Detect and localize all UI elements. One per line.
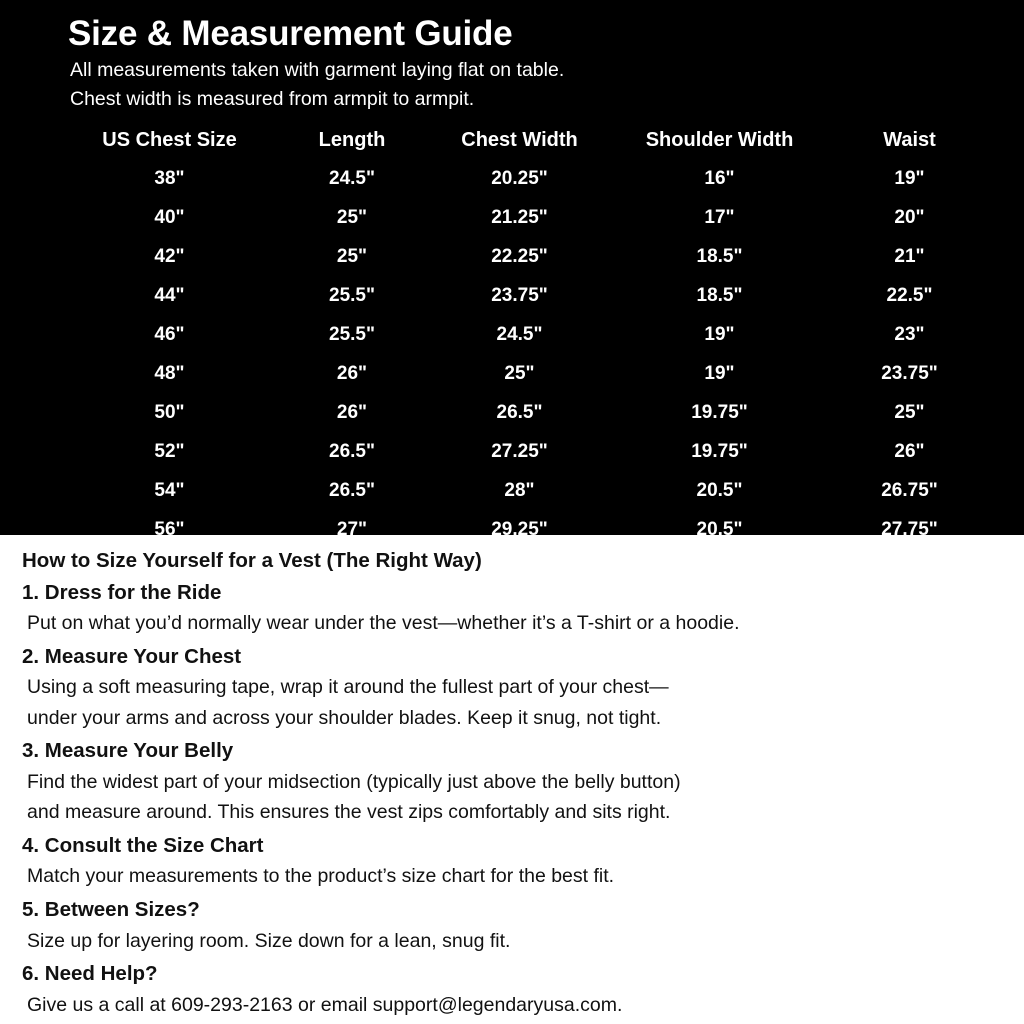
step-6-heading: 6. Need Help?	[22, 961, 158, 985]
cell-us-chest-size: 46"	[154, 324, 185, 346]
cell-shoulder-width: 20.5"	[696, 480, 743, 502]
cell-shoulder-width: 18.5"	[696, 246, 743, 268]
step-3-heading: 3. Measure Your Belly	[22, 739, 234, 763]
cell-length: 26.5"	[329, 441, 375, 463]
step-6-line-1: Give us a call at 609-293-2163 or email support@legendaryusa.com.	[27, 993, 623, 1016]
cell-waist: 27.75"	[881, 519, 938, 541]
sizing-instructions-panel	[0, 535, 1024, 1024]
cell-waist: 26"	[894, 441, 925, 463]
cell-waist: 23"	[894, 324, 925, 346]
guide-title: How to Size Yourself for a Vest (The Right Way)	[22, 549, 482, 572]
cell-chest-width: 21.25"	[491, 207, 548, 229]
cell-shoulder-width: 19.75"	[691, 441, 748, 463]
cell-shoulder-width: 16"	[704, 168, 735, 190]
cell-waist: 19"	[894, 168, 925, 190]
step-4-line-1: Match your measurements to the product’s size chart for the best fit.	[27, 865, 615, 888]
size-measurement-table	[62, 125, 992, 550]
cell-waist: 26.75"	[881, 480, 938, 502]
measurement-note-line-1: All measurements taken with garment laying flat on table.	[70, 59, 565, 82]
step-5-line-1: Size up for layering room. Size down for a lean, snug fit.	[27, 929, 511, 952]
table-row	[62, 433, 992, 472]
column-header-waist: Waist	[883, 128, 936, 151]
cell-waist: 22.5"	[886, 285, 933, 307]
column-header-shoulder-width: Shoulder Width	[645, 128, 794, 151]
column-header-us-chest-size: US Chest Size	[102, 128, 237, 151]
cell-chest-width: 25"	[504, 363, 535, 385]
table-row	[62, 160, 992, 199]
cell-length: 26"	[336, 402, 368, 424]
cell-shoulder-width: 19.75"	[691, 402, 748, 424]
table-row	[62, 472, 992, 511]
step-2-line-1: Using a soft measuring tape, wrap it around the fullest part of your chest—	[27, 676, 669, 699]
step-1-heading: 1. Dress for the Ride	[22, 580, 222, 604]
cell-length: 25"	[336, 207, 368, 229]
table-row	[62, 316, 992, 355]
cell-waist: 20"	[894, 207, 925, 229]
table-row	[62, 355, 992, 394]
step-3-line-2: and measure around. This ensures the vest zips comfortably and sits right.	[27, 801, 671, 824]
cell-chest-width: 23.75"	[491, 285, 548, 307]
column-header-chest-width: Chest Width	[461, 128, 578, 151]
cell-chest-width: 29.25"	[491, 519, 548, 541]
cell-shoulder-width: 19"	[704, 324, 735, 346]
cell-shoulder-width: 19"	[704, 363, 735, 385]
table-row	[62, 238, 992, 277]
step-1-line-1: Put on what you’d normally wear under the vest—whether it’s a T-shirt or a hoodie.	[27, 612, 740, 635]
cell-shoulder-width: 20.5"	[696, 519, 743, 541]
cell-us-chest-size: 44"	[154, 285, 185, 307]
cell-chest-width: 28"	[504, 480, 535, 502]
cell-length: 25"	[336, 246, 368, 268]
cell-us-chest-size: 54"	[154, 480, 185, 502]
cell-us-chest-size: 48"	[154, 363, 185, 385]
cell-chest-width: 20.25"	[491, 168, 548, 190]
table-header-row	[62, 125, 992, 160]
cell-waist: 25"	[894, 402, 925, 424]
table-row	[62, 394, 992, 433]
step-4-heading: 4. Consult the Size Chart	[22, 833, 264, 857]
cell-chest-width: 27.25"	[491, 441, 548, 463]
cell-chest-width: 22.25"	[491, 246, 548, 268]
step-2-line-2: under your arms and across your shoulder blades. Keep it snug, not tight.	[27, 706, 662, 729]
table-row	[62, 277, 992, 316]
step-3-line-1: Find the widest part of your midsection (typically just above the belly button)	[27, 770, 681, 793]
step-5-heading: 5. Between Sizes?	[22, 897, 200, 921]
cell-shoulder-width: 18.5"	[696, 285, 743, 307]
cell-waist: 23.75"	[881, 363, 938, 385]
cell-us-chest-size: 38"	[154, 168, 185, 190]
cell-length: 25.5"	[329, 285, 375, 307]
step-2-heading: 2. Measure Your Chest	[22, 644, 242, 668]
cell-waist: 21"	[894, 246, 925, 268]
cell-length: 26.5"	[329, 480, 375, 502]
column-header-length: Length	[318, 128, 386, 151]
cell-chest-width: 26.5"	[496, 402, 543, 424]
measurement-note-line-2: Chest width is measured from armpit to armpit.	[70, 87, 475, 110]
cell-shoulder-width: 17"	[704, 207, 735, 229]
cell-us-chest-size: 52"	[154, 441, 185, 463]
cell-length: 25.5"	[329, 324, 375, 346]
table-row	[62, 199, 992, 238]
cell-chest-width: 24.5"	[496, 324, 543, 346]
table-row	[62, 511, 992, 550]
cell-us-chest-size: 42"	[154, 246, 185, 268]
cell-length: 27"	[336, 519, 368, 541]
cell-length: 24.5"	[329, 168, 375, 190]
cell-us-chest-size: 56"	[154, 519, 185, 541]
cell-us-chest-size: 50"	[154, 402, 185, 424]
cell-length: 26"	[336, 363, 368, 385]
page-title: Size & Measurement Guide	[68, 14, 513, 53]
cell-us-chest-size: 40"	[154, 207, 185, 229]
